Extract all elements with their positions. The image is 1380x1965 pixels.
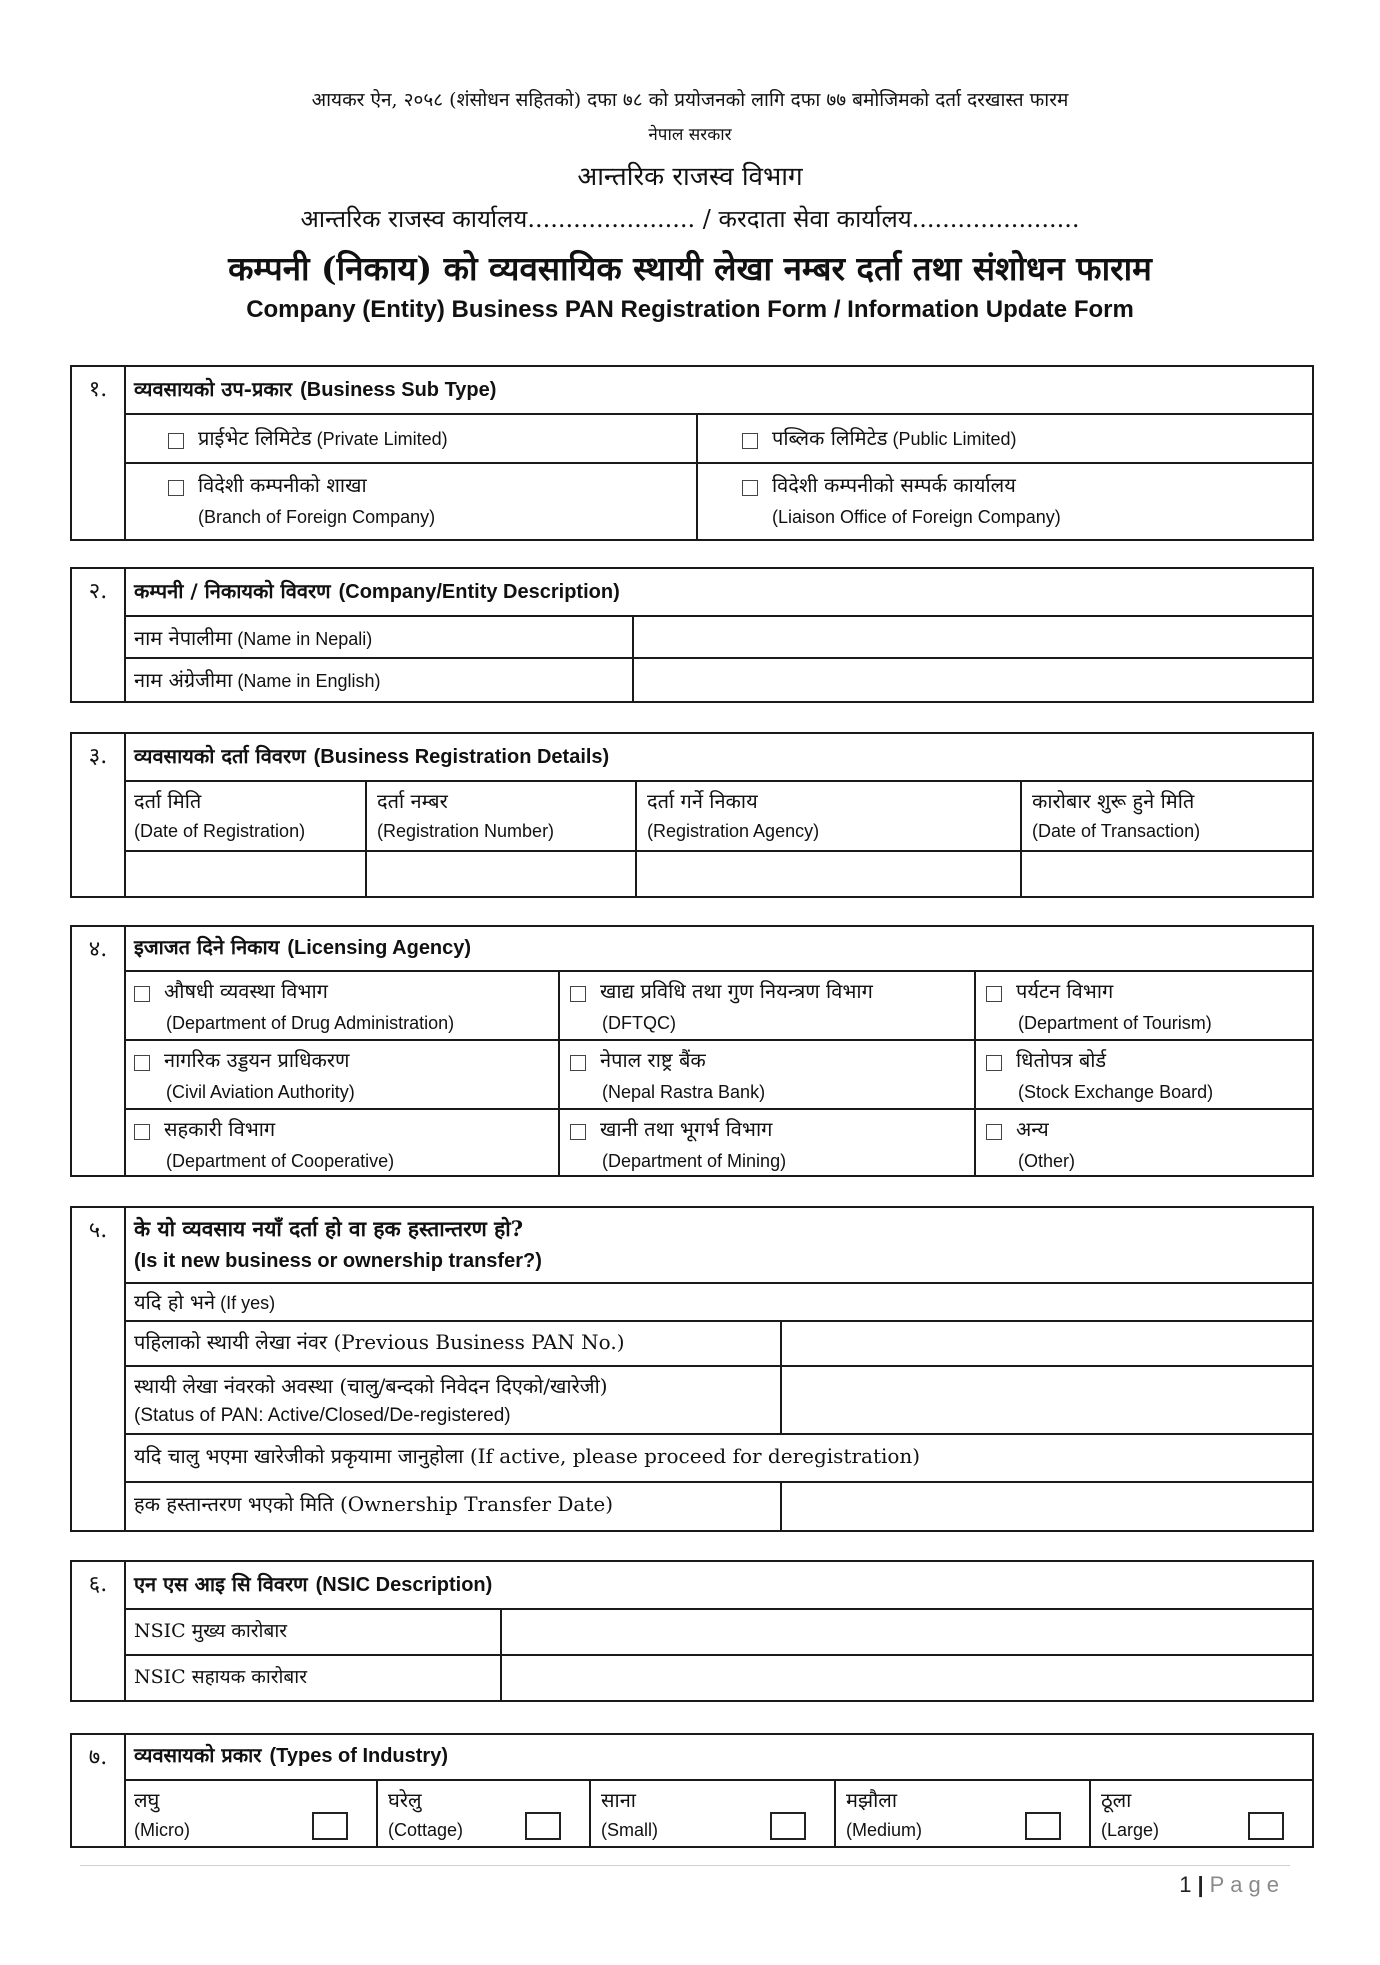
pan-status-input[interactable] bbox=[782, 1367, 1312, 1433]
option-public-limited[interactable]: पब्लिक लिमिटेड (Public Limited) bbox=[698, 415, 1312, 462]
checkbox[interactable] bbox=[986, 1124, 1002, 1140]
checkbox[interactable] bbox=[1248, 1812, 1284, 1840]
transfer-date-input[interactable] bbox=[782, 1483, 1312, 1530]
checkbox[interactable] bbox=[134, 1055, 150, 1071]
option-micro[interactable]: लघु (Micro) bbox=[124, 1781, 378, 1846]
option-medium[interactable]: मझौला (Medium) bbox=[836, 1781, 1091, 1846]
nsic-secondary-label: NSIC सहायक कारोबार bbox=[124, 1656, 502, 1700]
section-title: व्यवसायको उप-प्रकार (Business Sub Type) bbox=[134, 377, 497, 401]
option-cottage[interactable]: घरेलु (Cottage) bbox=[378, 1781, 591, 1846]
option-private-limited[interactable]: प्राईभेट लिमिटेड (Private Limited) bbox=[124, 415, 698, 462]
checkbox[interactable] bbox=[168, 480, 184, 496]
checkbox[interactable] bbox=[570, 1055, 586, 1071]
section-industry-type bbox=[70, 1733, 1314, 1848]
section-title: एन एस आइ सि विवरण (NSIC Description) bbox=[134, 1572, 493, 1596]
form-title-nepali: कम्पनी (निकाय) को व्यवसायिक स्थायी लेखा नम्बर दर्ता तथा संशोधन फाराम bbox=[228, 249, 1152, 288]
section-number: ३. bbox=[72, 734, 126, 896]
footer-divider bbox=[80, 1865, 1290, 1866]
section-licensing-agency bbox=[70, 925, 1314, 1177]
name-nepali-input[interactable] bbox=[634, 617, 1312, 657]
section-registration-details bbox=[70, 732, 1314, 898]
if-yes-label: यदि हो भने (If yes) bbox=[134, 1290, 276, 1314]
checkbox[interactable] bbox=[1025, 1812, 1061, 1840]
section-title: के यो व्यवसाय नयाँ दर्ता हो वा हक हस्तान्तरण हो? (Is it new business or ownership transfer?) bbox=[134, 1216, 542, 1272]
name-nepali-label: नाम नेपालीमा (Name in Nepali) bbox=[124, 617, 634, 657]
section-title: व्यवसायको दर्ता विवरण (Business Registration Details) bbox=[134, 744, 610, 768]
option-drug-administration[interactable]: औषधी व्यवस्था विभाग (Department of Drug Administration) bbox=[124, 972, 560, 1039]
section-title: व्यवसायको प्रकार (Types of Industry) bbox=[134, 1743, 448, 1767]
option-liaison-office[interactable]: विदेशी कम्पनीको सम्पर्क कार्यालय (Liaison Office of Foreign Company) bbox=[698, 464, 1312, 539]
section-business-sub-type bbox=[70, 365, 1314, 541]
government-name: नेपाल सरकार bbox=[648, 125, 732, 145]
nsic-main-input[interactable] bbox=[502, 1610, 1312, 1654]
checkbox[interactable] bbox=[570, 1124, 586, 1140]
column-header-registration-number: दर्ता नम्बर (Registration Number) bbox=[367, 782, 637, 850]
section-number: ७. bbox=[72, 1735, 126, 1846]
column-header-registration-agency: दर्ता गर्ने निकाय (Registration Agency) bbox=[637, 782, 1022, 850]
option-stock-exchange-board[interactable]: धितोपत्र बोर्ड (Stock Exchange Board) bbox=[976, 1041, 1312, 1108]
section-nsic-description bbox=[70, 1560, 1314, 1702]
option-mining[interactable]: खानी तथा भूगर्भ विभाग (Department of Mining) bbox=[560, 1110, 976, 1175]
checkbox[interactable] bbox=[986, 1055, 1002, 1071]
registration-number-input[interactable] bbox=[367, 852, 637, 896]
option-tourism[interactable]: पर्यटन विभाग (Department of Tourism) bbox=[976, 972, 1312, 1039]
checkbox[interactable] bbox=[770, 1812, 806, 1840]
checkbox[interactable] bbox=[570, 986, 586, 1002]
checkbox[interactable] bbox=[134, 986, 150, 1002]
page-number: 1 | Page bbox=[1179, 1872, 1285, 1897]
deregistration-note: यदि चालु भएमा खारेजीको प्रकृयामा जानुहोला (If active, please proceed for deregistration) bbox=[134, 1444, 921, 1468]
section-number: २. bbox=[72, 569, 126, 701]
option-small[interactable]: साना (Small) bbox=[591, 1781, 836, 1846]
section-ownership-transfer bbox=[70, 1206, 1314, 1532]
option-large[interactable]: ठूला (Large) bbox=[1091, 1781, 1312, 1846]
section-number: ५. bbox=[72, 1208, 126, 1530]
checkbox[interactable] bbox=[134, 1124, 150, 1140]
column-header-date-of-registration: दर्ता मिति (Date of Registration) bbox=[124, 782, 367, 850]
checkbox[interactable] bbox=[168, 433, 184, 449]
date-of-registration-input[interactable] bbox=[124, 852, 367, 896]
section-company-description bbox=[70, 567, 1314, 703]
section-number: १. bbox=[72, 367, 126, 539]
checkbox[interactable] bbox=[742, 480, 758, 496]
option-nepal-rastra-bank[interactable]: नेपाल राष्ट्र बैंक (Nepal Rastra Bank) bbox=[560, 1041, 976, 1108]
previous-pan-input[interactable] bbox=[782, 1322, 1312, 1365]
section-number: ६. bbox=[72, 1562, 126, 1700]
column-header-date-of-transaction: कारोबार शुरू हुने मिति (Date of Transaction) bbox=[1032, 789, 1201, 841]
registration-agency-input[interactable] bbox=[637, 852, 1022, 896]
name-english-label: नाम अंग्रेजीमा (Name in English) bbox=[124, 659, 634, 701]
form-title-english: Company (Entity) Business PAN Registration Form / Information Update Form bbox=[246, 296, 1134, 323]
department-name: आन्तरिक राजस्व विभाग bbox=[577, 162, 803, 192]
option-civil-aviation[interactable]: नागरिक उड्डयन प्राधिकरण (Civil Aviation Authority) bbox=[124, 1041, 560, 1108]
date-of-transaction-input[interactable] bbox=[1022, 852, 1312, 896]
pan-status-label: स्थायी लेखा नंवरको अवस्था (चालु/बन्दको निवेदन दिएको/खारेजी) (Status of PAN: Active/Closed/De-registered) bbox=[124, 1367, 782, 1433]
office-line: आन्तरिक राजस्व कार्यालय...................... / करदाता सेवा कार्यालय...................... bbox=[300, 205, 1080, 233]
checkbox[interactable] bbox=[742, 433, 758, 449]
option-cooperative[interactable]: सहकारी विभाग (Department of Cooperative) bbox=[124, 1110, 560, 1175]
act-reference-line: आयकर ऐन, २०५८ (शंसोधन सहितको) दफा ७८ को प्रयोजनको लागि दफा ७७ बमोजिमको दर्ता दरखास्त फारम bbox=[311, 89, 1069, 111]
section-number: ४. bbox=[72, 927, 126, 1175]
nsic-secondary-input[interactable] bbox=[502, 1656, 1312, 1700]
name-english-input[interactable] bbox=[634, 659, 1312, 701]
section-title: कम्पनी / निकायको विवरण (Company/Entity Description) bbox=[134, 579, 620, 603]
option-branch-foreign-company[interactable]: विदेशी कम्पनीको शाखा (Branch of Foreign Company) bbox=[124, 464, 698, 539]
checkbox[interactable] bbox=[986, 986, 1002, 1002]
option-dftqc[interactable]: खाद्य प्रविधि तथा गुण नियन्त्रण विभाग (DFTQC) bbox=[560, 972, 976, 1039]
transfer-date-label: हक हस्तान्तरण भएको मिति (Ownership Transfer Date) bbox=[124, 1483, 782, 1530]
option-other[interactable]: अन्य (Other) bbox=[976, 1110, 1312, 1175]
checkbox[interactable] bbox=[312, 1812, 348, 1840]
checkbox[interactable] bbox=[525, 1812, 561, 1840]
nsic-main-label: NSIC मुख्य कारोबार bbox=[124, 1610, 502, 1654]
section-title: इजाजत दिने निकाय (Licensing Agency) bbox=[134, 935, 472, 959]
previous-pan-label: पहिलाको स्थायी लेखा नंवर (Previous Business PAN No.) bbox=[124, 1322, 782, 1365]
